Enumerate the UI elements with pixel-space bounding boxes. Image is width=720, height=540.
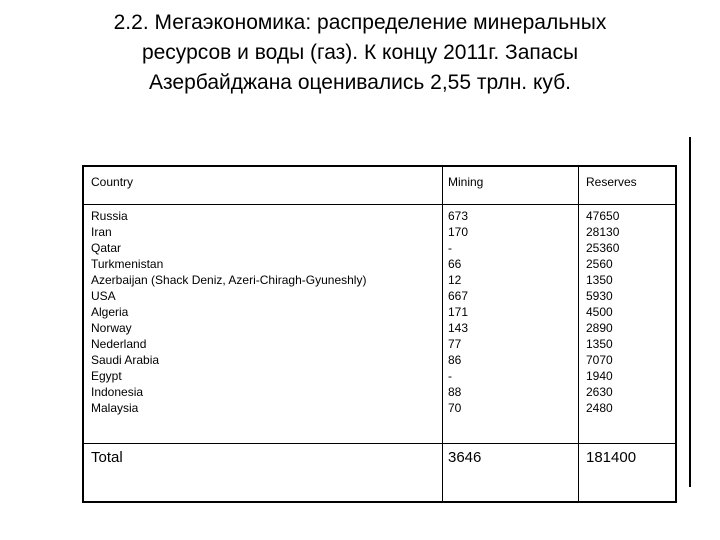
title-line-3: Азербайджана оценивались 2,55 трлн. куб. [149,71,571,94]
cell-reserves: 5930 [586,289,613,303]
cell-country: Turkmenistan [91,257,164,271]
cell-country: Nederland [91,337,147,351]
header-mining: Mining [448,175,484,189]
total-row [84,449,675,473]
total-reserves: 181400 [586,449,637,466]
cell-mining: 171 [448,305,469,319]
cell-country: Norway [91,321,132,335]
table-row [84,368,675,384]
table-row [84,208,675,224]
cell-mining: 667 [448,289,469,303]
table-row [84,224,675,240]
cell-reserves: 2480 [586,401,613,415]
cell-reserves: 25360 [586,241,620,255]
table-row [84,336,675,352]
cell-country: Algeria [91,305,129,319]
slide-title [20,8,700,98]
cell-country: Qatar [91,241,122,255]
cell-reserves: 2630 [586,385,613,399]
cell-country: USA [91,289,116,303]
header-country: Country [91,175,134,189]
table-row [84,240,675,256]
cell-mining: 70 [448,401,462,415]
table-row [84,352,675,368]
cell-reserves: 1350 [586,337,613,351]
table-row [84,400,675,416]
cell-mining: 88 [448,385,462,399]
cell-reserves: 2890 [586,321,613,335]
table-row [84,320,675,336]
table-row [84,288,675,304]
title-line-1: 2.2. Мегаэкономика: распределение минеральных [113,11,607,34]
cell-country: Egypt [91,369,122,383]
cell-reserves: 7070 [586,353,613,367]
cell-reserves: 2560 [586,257,613,271]
total-label: Total [91,449,123,466]
title-line-2: ресурсов и воды (газ). К концу 2011г. Запасы [141,41,579,64]
total-divider [84,443,675,444]
total-mining: 3646 [448,449,482,466]
gas-reserves-table [82,165,677,503]
cell-country: Azerbaijan (Shack Deniz, Azeri-Chiragh-Gyuneshly) [91,273,367,287]
header-divider [84,204,675,205]
cell-mining: - [448,369,452,383]
cell-reserves: 4500 [586,305,613,319]
cell-mining: - [448,241,452,255]
table-row [84,304,675,320]
cell-mining: 12 [448,273,462,287]
cell-reserves: 1940 [586,369,613,383]
cell-country: Russia [91,209,128,223]
cell-mining: 77 [448,337,462,351]
table-row [84,384,675,400]
table-row [84,256,675,272]
cell-mining: 170 [448,225,469,239]
cell-mining: 66 [448,257,462,271]
cell-mining: 143 [448,321,469,335]
table-row [84,272,675,288]
cell-reserves: 1350 [586,273,613,287]
table-body [84,208,675,416]
table-right-rule [689,137,691,487]
cell-reserves: 47650 [586,209,620,223]
cell-mining: 86 [448,353,462,367]
cell-country: Indonesia [91,385,144,399]
cell-reserves: 28130 [586,225,620,239]
cell-mining: 673 [448,209,469,223]
cell-country: Saudi Arabia [91,353,160,367]
cell-country: Iran [91,225,112,239]
cell-country: Malaysia [91,401,139,415]
header-reserves: Reserves [586,175,637,189]
